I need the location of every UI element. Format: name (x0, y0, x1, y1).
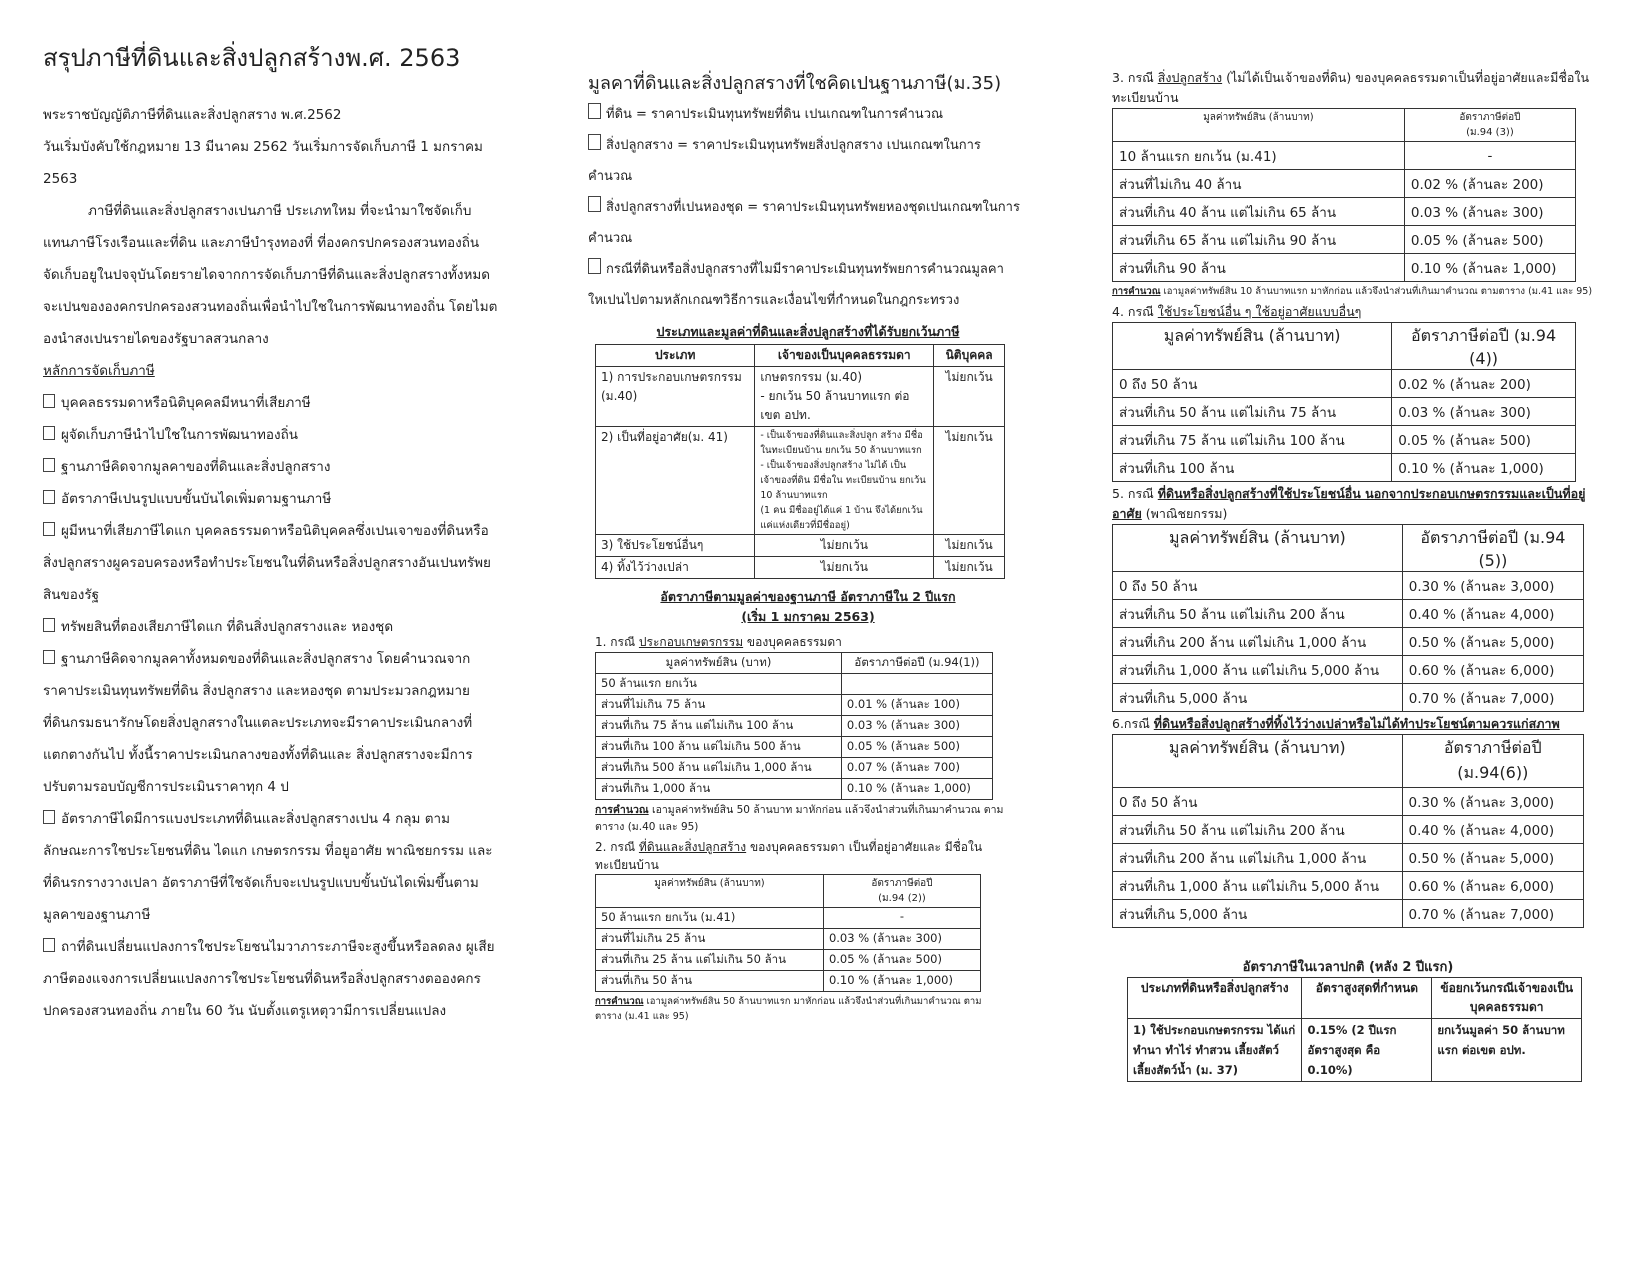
case4-prefix: 4. กรณี (1112, 304, 1158, 319)
principle-line: ที่ดินรกรางวางเปลา อัตราภาษีที่ใชจัดเก็บจะเปนรูปแบบขั้นบันไดเพิ่มขึ้นตาม (43, 875, 479, 891)
principle-text: อัตราภาษีไดมีการแบงประเภทที่ดินและสิ่งปลูกสรางเปน 4 กลุม ตาม (61, 811, 450, 827)
checkbox-icon (43, 490, 55, 504)
checkbox-icon (43, 810, 55, 824)
case2-note-text: เอามูลค่าทรัพย์สิน 50 ล้านบาทแรก มาหักก่อน แล้วจึงนำส่วนที่เกินมาคำนวณ ตามตาราง (ม.41 และ 95) (595, 996, 982, 1022)
table-cell: 0.30 % (ล้านละ 3,000) (1402, 788, 1583, 816)
table-row (1113, 398, 1576, 426)
table-row (1113, 454, 1576, 482)
principles-list (43, 387, 523, 1027)
table-cell: ส่วนที่เกิน 50 ล้าน (596, 971, 824, 992)
tax-base-line (588, 130, 1028, 161)
case3-heading (1112, 68, 1612, 108)
case3-prefix: 3. กรณี (1112, 70, 1158, 85)
table-cell: 0.70 % (ล้านละ 7,000) (1402, 684, 1583, 712)
case5-link: ที่ดินหรือสิ่งปลูกสร้างที่ใช้ประโยชน์อื่น นอกจากประกอบเกษตรกรรมและเป็นที่อยู่อาศัย (1112, 486, 1586, 521)
case6-table (1112, 734, 1584, 928)
table-row (1113, 370, 1576, 398)
table-header-cell: อัตราสูงสุดที่กำหนด (1302, 978, 1432, 1019)
case1-link: ประกอบเกษตรกรรม (638, 635, 744, 649)
intro-line: จะเปนขององคกรปกครองสวนทองถิ่นเพื่อนําไปใชในการพัฒนาทองถิ่น โดยไมต (43, 299, 498, 315)
table-header-cell: อัตราภาษีต่อปี (ม.94(6)) (1402, 735, 1583, 788)
case5-heading (1112, 484, 1612, 524)
case6-heading (1112, 714, 1612, 734)
table-cell: ส่วนที่เกิน 5,000 ล้าน (1113, 684, 1403, 712)
table-cell: ส่วนที่เกิน 25 ล้าน แต่ไม่เกิน 50 ล้าน (596, 950, 824, 971)
exempt-table-caption: ประเภทและมูลค่าที่ดินและสิ่งปลูกสร้างที่ได้รับยกเว้นภาษี (656, 324, 960, 339)
tax-base-text: คํานวณ (588, 231, 633, 246)
table-cell: 0.50 % (ล้านละ 5,000) (1402, 628, 1583, 656)
principle-text: ฐานภาษีคิดจากมูลคาของที่ดินและสิ่งปลูกสราง (61, 459, 331, 475)
intro-line: ภาษีที่ดินและสิ่งปลูกสรางเปนภาษี ประเภทใหม ที่จะนํามาใชจัดเก็บ (88, 203, 472, 219)
table-cell: 0.30 % (ล้านละ 3,000) (1402, 572, 1583, 600)
case2-heading (595, 838, 1005, 874)
table-row (1113, 900, 1584, 928)
case3-link: สิ่งปลูกสร้าง (1157, 70, 1223, 85)
table-cell: 10 ล้านแรก ยกเว้น (ม.41) (1113, 142, 1405, 170)
table-row (596, 908, 981, 929)
table-header-row (1113, 525, 1584, 572)
table-header-cell: มูลค่าทรัพย์สิน (ล้านบาท) (1113, 525, 1403, 572)
table-cell: ส่วนที่ไม่เกิน 75 ล้าน (596, 695, 842, 716)
case3-suffix: (ไม่ได้เป็นเจ้าของที่ดิน) ของบุคคลธรรมดาเป็นที่อยู่อาศัยและมีชื่อในทะเบียนบ้าน (1112, 70, 1590, 105)
case3-note-text: เอามูลค่าทรัพย์สิน 10 ล้านบาทแรก มาหักก่อน แล้วจึงนำส่วนที่เกินมาคำนวณ ตามตาราง (ม.41 และ 95) (1160, 286, 1593, 297)
case2-table (595, 874, 981, 992)
table-cell: ส่วนที่เกิน 500 ล้าน แต่ไม่เกิน 1,000 ล้าน (596, 758, 842, 779)
normal-rate-table (1127, 977, 1582, 1082)
principle-line (43, 611, 523, 643)
table-cell: ไม่ยกเว้น (755, 535, 934, 557)
table-header-row (1113, 323, 1576, 370)
table-cell: ส่วนที่เกิน 50 ล้าน แต่ไม่เกิน 200 ล้าน (1113, 600, 1403, 628)
tax-base-line (588, 99, 1028, 130)
case1-heading (595, 633, 1028, 652)
table-cell: 0.03 % (ล้านละ 300) (823, 929, 980, 950)
table-cell: ไม่ยกเว้น (934, 367, 1005, 427)
table-header-cell: มูลค่าทรัพย์สิน (บาท) (596, 653, 842, 674)
table-cell: 0.10 % (ล้านละ 1,000) (841, 779, 992, 800)
checkbox-icon (588, 134, 601, 150)
table-row (596, 950, 981, 971)
table-header-cell: มูลค่าทรัพย์สิน (ล้านบาท) (596, 875, 824, 908)
table-header-cell: อัตราภาษีต่อปี (ม.94(1)) (841, 653, 992, 674)
table-header-row (1128, 978, 1582, 1019)
table-header-cell: ข้อยกเว้นกรณีเจ้าของเป็นบุคคลธรรมดา (1432, 978, 1582, 1019)
table-cell: ส่วนที่เกิน 75 ล้าน แต่ไม่เกิน 100 ล้าน (1113, 426, 1392, 454)
principle-line: ภาษีตองแจงการเปลี่ยนแปลงการใชประโยชนที่ดินหรือสิ่งปลูกสรางตอองคกร (43, 971, 481, 987)
table-cell: 0.07 % (ล้านละ 700) (841, 758, 992, 779)
table-cell: 0.70 % (ล้านละ 7,000) (1402, 900, 1583, 928)
intro-line: องนําสงเปนรายไดของรัฐบาลสวนกลาง (43, 331, 269, 347)
intro-paragraph (43, 195, 523, 355)
principle-text: อัตราภาษีเปนรูปแบบขั้นบันไดเพิ่มตามฐานภาษี (61, 491, 332, 507)
table-header-cell: อัตราภาษีต่อปี (ม.94 (4)) (1392, 323, 1576, 370)
table-cell: 0.05 % (ล้านละ 500) (1392, 426, 1576, 454)
table-cell: 0.60 % (ล้านละ 6,000) (1402, 872, 1583, 900)
table-row (596, 427, 1005, 535)
case2-prefix: 2. กรณี (595, 840, 639, 854)
case2-link: ที่ดินและสิ่งปลูกสร้าง (638, 840, 747, 854)
table-cell: 0.50 % (ล้านละ 5,000) (1402, 844, 1583, 872)
table-cell: 0.01 % (ล้านละ 100) (841, 695, 992, 716)
right-column (1112, 0, 1612, 1082)
table-header-cell: นิติบุคคล (934, 345, 1005, 367)
table-row (596, 674, 993, 695)
checkbox-icon (588, 196, 601, 212)
principle-line (43, 419, 523, 451)
tax-base-text: สิ่งปลูกสราง = ราคาประเมินทุนทรัพยสิ่งปลูกสราง เปนเกณฑในการ (606, 138, 981, 153)
table-row (1113, 226, 1576, 254)
case1-note (595, 802, 1005, 836)
table-cell: 0.05 % (ล้านละ 500) (841, 737, 992, 758)
table-header-row (596, 653, 993, 674)
rate-caption-date: (เริ่ม 1 มกราคม 2563) (741, 609, 875, 624)
table-row (596, 929, 981, 950)
table-row (1128, 1019, 1582, 1082)
tax-base-list (588, 99, 1028, 316)
tax-base-text: ที่ดิน = ราคาประเมินทุนทรัพยที่ดิน เปนเกณฑในการคํานวณ (606, 107, 944, 122)
table-row (596, 737, 993, 758)
table-header-cell: อัตราภาษีต่อปี (ม.94 (5)) (1402, 525, 1583, 572)
principle-line (43, 643, 523, 675)
table-row (1113, 816, 1584, 844)
table-cell: - (1404, 142, 1575, 170)
case5-table (1112, 524, 1584, 712)
tax-base-line (588, 254, 1028, 285)
principle-line (43, 515, 523, 547)
table-cell: ส่วนที่เกิน 1,000 ล้าน (596, 779, 842, 800)
checkbox-icon (43, 650, 55, 664)
table-cell: ส่วนที่เกิน 100 ล้าน แต่ไม่เกิน 500 ล้าน (596, 737, 842, 758)
principle-line: ลักษณะการใชประโยชนที่ดิน ไดแก เกษตรกรรม ที่อยูอาศัย พาณิชยกรรม และ (43, 843, 493, 859)
case3-note (1112, 284, 1612, 300)
table-row (596, 779, 993, 800)
table-cell: เกษตรกรรม (ม.40) - ยกเว้น 50 ล้านบาทแรก ต่อ เขต อปท. (755, 367, 934, 427)
tax-base-text: สิ่งปลูกสรางที่เปนหองชุด = ราคาประเมินทุนทรัพยหองชุดเปนเกณฑในการ (606, 200, 1020, 215)
table-header-row (596, 345, 1005, 367)
table-header-row (1113, 735, 1584, 788)
table-cell: ส่วนที่ไม่เกิน 40 ล้าน (1113, 170, 1405, 198)
middle-column (588, 0, 1028, 1026)
case4-heading (1112, 302, 1612, 322)
principle-line: ราคาประเมินทุนทรัพยที่ดิน สิ่งปลูกสราง และหองชุด ตามประมวลกฎหมาย (43, 683, 470, 699)
table-cell: 3) ใช้ประโยชน์อื่นๆ (596, 535, 755, 557)
checkbox-icon (43, 522, 55, 536)
table-cell: - (823, 908, 980, 929)
case2-note-label: การคำนวณ (595, 996, 644, 1007)
table-cell: 0.10 % (ล้านละ 1,000) (1392, 454, 1576, 482)
principle-line (43, 931, 523, 963)
table-row (1113, 872, 1584, 900)
table-cell: ส่วนที่เกิน 5,000 ล้าน (1113, 900, 1403, 928)
principle-text: ผูจัดเก็บภาษีนําไปใชในการพัฒนาทองถิ่น (61, 427, 298, 443)
table-header-cell: มูลค่าทรัพย์สิน (ล้านบาท) (1113, 323, 1392, 370)
table-cell: 0.10 % (ล้านละ 1,000) (823, 971, 980, 992)
table-cell: ส่วนที่เกิน 1,000 ล้าน แต่ไม่เกิน 5,000 ล้าน (1113, 656, 1403, 684)
table-cell: 1) ใช้ประกอบเกษตรกรรม ได้แก่ ทำนา ทำไร่ ทำสวน เลี้ยงสัตว์ เลี้ยงสัตว์น้ำ (ม. 37) (1128, 1019, 1302, 1082)
table-cell: - เป็นเจ้าของที่ดินและสิ่งปลูก สร้าง มีชื่อในทะเบียนบ้าน ยกเว้น 50 ล้านบาทแรก - เป็นเจ้าของสิ่งปลูกสร้าง ไม่ได้ เป็นเจ้าของที่ดิน มีชื่อใน ทะเบียนบ้าน ยกเว้น 10 ล้านบาทแรก (1 คน มีชื่ออยู่ได้แค่ 1 บ้าน จึงได้ยกเว้นแค่แห่งเดียวที่มีชื่ออยู่) (755, 427, 934, 535)
case4-link: ใช้ประโยชน์อื่น ๆ ใช้อยู่อาศัยแบบอื่นๆ (1157, 304, 1362, 319)
tax-base-text: คํานวณ (588, 169, 633, 184)
checkbox-icon (43, 938, 55, 952)
case1-suffix: ของบุคคลธรรมดา (743, 635, 842, 649)
table-cell: 4) ทิ้งไว้ว่างเปล่า (596, 557, 755, 579)
tax-base-line (588, 223, 1028, 254)
principle-line: ปรับตามรอบบัญชีการประเมินราคาทุก 4 ป (43, 779, 289, 795)
table-cell: 0.03 % (ล้านละ 300) (1392, 398, 1576, 426)
checkbox-icon (43, 618, 55, 632)
principle-text: ผูมีหนาที่เสียภาษีไดแก บุคคลธรรมดาหรือนิติบุคคลซึ่งเปนเจาของที่ดินหรือ (61, 523, 489, 539)
table-cell: 0.60 % (ล้านละ 6,000) (1402, 656, 1583, 684)
table-cell: 0.10 % (ล้านละ 1,000) (1404, 254, 1575, 282)
table-cell: 0 ถึง 50 ล้าน (1113, 370, 1392, 398)
principle-text: ฐานภาษีคิดจากมูลคาทั้งหมดของที่ดินและสิ่งปลูกสราง โดยคํานวณจาก (61, 651, 471, 667)
rate-caption: อัตราภาษีตามมูลค่าของฐานภาษี อัตราภาษีใน 2 ปีแรก (660, 589, 956, 604)
table-row (596, 971, 981, 992)
principle-line: แตกตางกันไป ทั้งนี้ราคาประเมินกลางของทั้งที่ดินและ สิ่งปลูกสรางจะมีการ (43, 747, 473, 763)
page-title: สรุปภาษีที่ดินและสิ่งปลูกสร้างพ.ศ. 2563 (43, 44, 461, 72)
table-header-cell: มูลค่าทรัพย์สิน (ล้านบาท) (1113, 109, 1405, 142)
case1-note-text: เอามูลค่าทรัพย์สิน 50 ล้านบาท มาหักก่อน แล้วจึงนำส่วนที่เกินมาคำนวณ ตามตาราง (ม.40 และ 95) (595, 804, 1004, 833)
principle-line: มูลคาของฐานภาษี (43, 907, 151, 923)
case6-prefix: 6.กรณี (1112, 716, 1154, 731)
table-header-cell: อัตราภาษีต่อปี (ม.94 (3)) (1404, 109, 1575, 142)
table-cell: ส่วนที่เกิน 65 ล้าน แต่ไม่เกิน 90 ล้าน (1113, 226, 1405, 254)
case1-prefix: 1. กรณี (595, 635, 639, 649)
case3-note-label: การคำนวณ (1112, 286, 1161, 297)
tax-base-line (588, 192, 1028, 223)
table-row (1113, 254, 1576, 282)
table-header-cell: ประเภทที่ดินหรือสิ่งปลูกสร้าง (1128, 978, 1302, 1019)
table-row (1113, 142, 1576, 170)
case4-table (1112, 322, 1576, 482)
table-cell: 50 ล้านแรก ยกเว้น (596, 674, 842, 695)
principle-line: ปกครองสวนทองถิ่น ภายใน 60 วัน นับตั้งแตรูเหตุวามีการเปลี่ยนแปลง (43, 1003, 447, 1019)
table-cell: 0 ถึง 50 ล้าน (1113, 788, 1403, 816)
principles-heading: หลักการจัดเก็บภาษี (43, 363, 155, 379)
case6-link: ที่ดินหรือสิ่งปลูกสร้างที่ทิ้งไว้ว่างเปล่าหรือไม่ได้ทำประโยชน์ตามควรแก่สภาพ (1153, 716, 1560, 731)
table-header-row (1113, 109, 1576, 142)
table-cell: 0.15% (2 ปีแรก อัตราสูงสุด คือ 0.10%) (1302, 1019, 1432, 1082)
effective-date: วันเริ่มบังคับใช้กฎหมาย 13 มีนาคม 2562 วันเริ่มการจัดเก็บภาษี 1 มกราคม (43, 139, 483, 155)
table-row (1113, 656, 1584, 684)
tax-base-heading: มูลคาที่ดินและสิ่งปลูกสรางที่ใชคิดเปนฐานภาษี(ม.35) (588, 73, 1002, 94)
case2-suffix: ของบุคคลธรรมดา เป็นที่อยู่อาศัยและ มีชื่อใน ทะเบียนบ้าน (595, 840, 983, 872)
table-header-cell: ประเภท (596, 345, 755, 367)
table-row (596, 695, 993, 716)
table-header-cell: อัตราภาษีต่อปี (ม.94 (2)) (823, 875, 980, 908)
table-cell: ส่วนที่เกิน 50 ล้าน แต่ไม่เกิน 75 ล้าน (1113, 398, 1392, 426)
table-cell: ไม่ยกเว้น (934, 557, 1005, 579)
table-row (1113, 628, 1584, 656)
table-cell: ส่วนที่เกิน 1,000 ล้าน แต่ไม่เกิน 5,000 ล้าน (1113, 872, 1403, 900)
tax-base-line (588, 161, 1028, 192)
table-row (1113, 844, 1584, 872)
principle-text: ทรัพยสินที่ตองเสียภาษีไดแก ที่ดินสิ่งปลูกสรางและ หองชุด (61, 619, 394, 635)
table-cell: 0.40 % (ล้านละ 4,000) (1402, 816, 1583, 844)
checkbox-icon (43, 458, 55, 472)
table-row (596, 557, 1005, 579)
table-header-cell: มูลค่าทรัพย์สิน (ล้านบาท) (1113, 735, 1403, 788)
principle-line: สิ่งปลูกสรางผูครอบครองหรือทําประโยชนในที่ดินหรือสิ่งปลูกสรางอันเปนทรัพย (43, 555, 491, 571)
tax-base-text: กรณีที่ดินหรือสิ่งปลูกสรางที่ไมมีราคาประเมินทุนทรัพยการคํานวณมูลคา (606, 262, 1004, 277)
table-row (1113, 788, 1584, 816)
case1-table (595, 652, 993, 800)
principle-line (43, 803, 523, 835)
tax-base-line (588, 285, 1028, 316)
table-cell: ไม่ยกเว้น (934, 535, 1005, 557)
table-cell: ไม่ยกเว้น (934, 427, 1005, 535)
table-row (1113, 600, 1584, 628)
table-row (1113, 170, 1576, 198)
table-row (1113, 426, 1576, 454)
table-cell: 0.03 % (ล้านละ 300) (841, 716, 992, 737)
table-cell: ส่วนที่เกิน 200 ล้าน แต่ไม่เกิน 1,000 ล้าน (1113, 844, 1403, 872)
table-cell: 0 ถึง 50 ล้าน (1113, 572, 1403, 600)
tax-base-text: ใหเปนไปตามหลักเกณฑวิธีการและเงื่อนไขที่กําหนดในกฎกระทรวง (588, 293, 960, 308)
table-cell: ไม่ยกเว้น (755, 557, 934, 579)
case5-suffix: (พาณิชยกรรม) (1141, 506, 1228, 521)
case5-prefix: 5. กรณี (1112, 486, 1158, 501)
table-row (596, 758, 993, 779)
table-row (596, 367, 1005, 427)
principle-line: สินของรัฐ (43, 587, 100, 603)
table-row (1113, 572, 1584, 600)
table-cell: ส่วนที่เกิน 90 ล้าน (1113, 254, 1405, 282)
normal-rate-caption: อัตราภาษีในเวลาปกติ (หลัง 2 ปีแรก) (1242, 960, 1454, 975)
checkbox-icon (43, 394, 55, 408)
table-cell: 0.03 % (ล้านละ 300) (1404, 198, 1575, 226)
intro-line: แทนภาษีโรงเรือนและที่ดิน และภาษีบํารุงทองที่ ที่องคกรปกครองสวนทองถิ่น (43, 235, 480, 251)
table-header-cell: เจ้าของเป็นบุคคลธรรมดา (755, 345, 934, 367)
table-row (1113, 684, 1584, 712)
intro-line: จัดเก็บอยูในปจจุบันโดยรายไดจากการจัดเก็บภาษีที่ดินและสิ่งปลูกสรางทั้งหมด (43, 267, 491, 283)
table-header-row (596, 875, 981, 908)
case2-note (595, 994, 1005, 1024)
table-cell: 0.40 % (ล้านละ 4,000) (1402, 600, 1583, 628)
table-cell: ส่วนที่ไม่เกิน 25 ล้าน (596, 929, 824, 950)
principle-text: บุคคลธรรมดาหรือนิติบุคคลมีหนาที่เสียภาษี (61, 395, 311, 411)
principle-line (43, 451, 523, 483)
table-cell (841, 674, 992, 695)
exempt-table (595, 344, 1005, 579)
effective-year: 2563 (43, 171, 78, 187)
principle-text: ถาที่ดินเปลี่ยนแปลงการใชประโยชนไมวาภาระภาษีจะสูงขึ้นหรือลดลง ผูเสีย (61, 939, 495, 955)
principle-line (43, 387, 523, 419)
table-cell: ส่วนที่เกิน 100 ล้าน (1113, 454, 1392, 482)
case3-table (1112, 108, 1576, 282)
case1-note-label: การคำนวณ (595, 804, 649, 816)
table-cell: ยกเว้นมูลค่า 50 ล้านบาทแรก ต่อเขต อปท. (1432, 1019, 1582, 1082)
table-cell: 0.05 % (ล้านละ 500) (823, 950, 980, 971)
principle-line (43, 483, 523, 515)
checkbox-icon (588, 258, 601, 274)
table-cell: 1) การประกอบเกษตรกรรม (ม.40) (596, 367, 755, 427)
table-cell: ส่วนที่เกิน 50 ล้าน แต่ไม่เกิน 200 ล้าน (1113, 816, 1403, 844)
act-name: พระราชบัญญัติภาษีที่ดินและสิ่งปลูกสราง พ.ศ.2562 (43, 107, 342, 123)
table-row (596, 535, 1005, 557)
left-column (43, 0, 523, 1027)
principle-line: ที่ดินกรมธนารักษโดยสิ่งปลูกสรางในแตละประเภทจะมีราคาประเมินกลางที่ (43, 715, 473, 731)
table-cell: 50 ล้านแรก ยกเว้น (ม.41) (596, 908, 824, 929)
table-cell: 0.02 % (ล้านละ 200) (1392, 370, 1576, 398)
table-row (596, 716, 993, 737)
table-cell: ส่วนที่เกิน 75 ล้าน แต่ไม่เกิน 100 ล้าน (596, 716, 842, 737)
table-cell: ส่วนที่เกิน 200 ล้าน แต่ไม่เกิน 1,000 ล้าน (1113, 628, 1403, 656)
checkbox-icon (588, 103, 601, 119)
table-cell: 0.05 % (ล้านละ 500) (1404, 226, 1575, 254)
table-cell: 2) เป็นที่อยู่อาศัย(ม. 41) (596, 427, 755, 535)
table-cell: 0.02 % (ล้านละ 200) (1404, 170, 1575, 198)
checkbox-icon (43, 426, 55, 440)
table-cell: ส่วนที่เกิน 40 ล้าน แต่ไม่เกิน 65 ล้าน (1113, 198, 1405, 226)
table-row (1113, 198, 1576, 226)
